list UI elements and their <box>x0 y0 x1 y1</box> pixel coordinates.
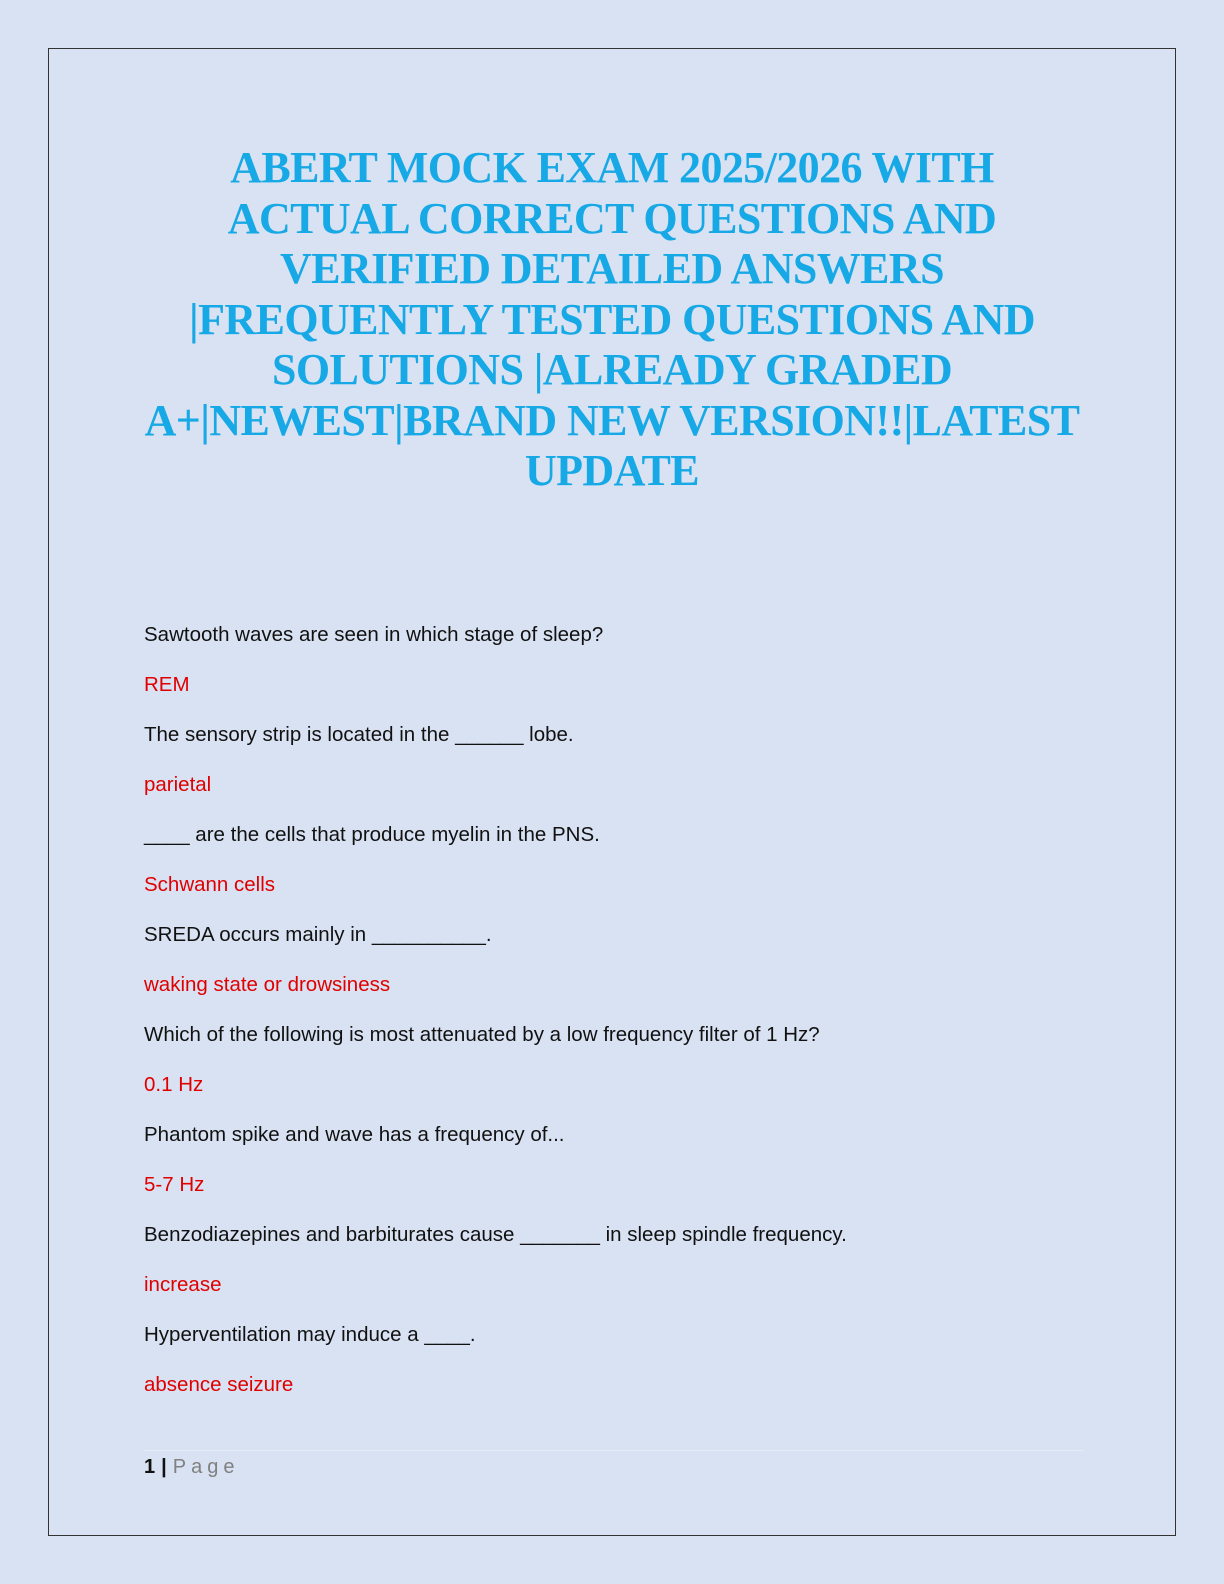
title-line: ACTUAL CORRECT QUESTIONS AND <box>227 193 997 243</box>
page-footer <box>144 1455 239 1479</box>
question-text: Hyperventilation may induce a ____. <box>144 1323 476 1346</box>
title-line: VERIFIED DETAILED ANSWERS <box>280 244 944 293</box>
title-line: ABERT MOCK EXAM 2025/2026 WITH <box>230 143 994 192</box>
answer-text: REM <box>144 673 190 696</box>
page-number: 1 <box>144 1456 156 1478</box>
answer-text: parietal <box>144 773 212 796</box>
question-text: ____ are the cells that produce myelin in the PNS. <box>144 823 600 846</box>
answer-text: waking state or drowsiness <box>144 973 391 996</box>
title-line: SOLUTIONS |ALREADY GRADED <box>271 345 953 394</box>
title-line: UPDATE <box>524 446 700 495</box>
question-text: Phantom spike and wave has a frequency of... <box>144 1123 565 1146</box>
question-text: SREDA occurs mainly in __________. <box>144 923 492 946</box>
answer-text: 0.1 Hz <box>144 1073 204 1096</box>
question-text: The sensory strip is located in the ______ lobe. <box>144 723 574 746</box>
question-text: Which of the following is most attenuated by a low frequency filter of 1 Hz? <box>144 1023 820 1046</box>
answer-text: Schwann cells <box>144 873 276 896</box>
page-label: Page <box>172 1456 240 1478</box>
question-text: Sawtooth waves are seen in which stage of sleep? <box>144 623 604 646</box>
footer-separator: | <box>161 1456 167 1478</box>
document-title <box>120 143 1104 497</box>
answer-text: absence seizure <box>144 1373 294 1396</box>
title-line: A+|NEWEST|BRAND NEW VERSION!!|LATEST <box>144 395 1080 445</box>
question-text: Benzodiazepines and barbiturates cause _______ in sleep spindle frequency. <box>144 1223 847 1246</box>
answer-text: 5-7 Hz <box>144 1173 205 1196</box>
question-answer-list <box>144 622 1084 1422</box>
footer-divider <box>144 1450 1084 1451</box>
title-line: |FREQUENTLY TESTED QUESTIONS AND <box>189 294 1035 344</box>
answer-text: increase <box>144 1273 222 1296</box>
